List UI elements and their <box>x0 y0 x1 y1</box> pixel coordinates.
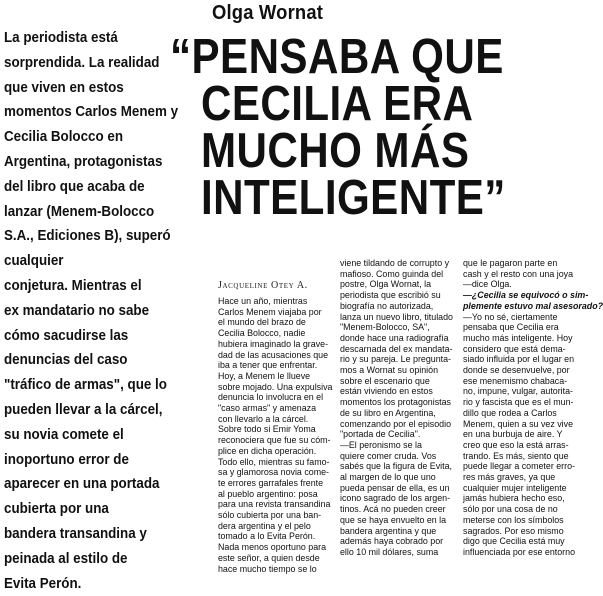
column-line: —El peronismo se la <box>340 439 422 450</box>
column-line: al margen de lo que uno <box>340 472 436 483</box>
intro-line: cómo sacudirse las <box>4 327 129 344</box>
column-line: este señor, a quien desde <box>218 552 320 563</box>
column-line: icono sagrado de los argen- <box>340 493 451 504</box>
headline-line: INTELIGENTE” <box>200 171 506 225</box>
column-line: Hace un año, mientras <box>218 296 308 306</box>
column-line: pueda pensar de ella, es un <box>340 482 450 493</box>
intro-line: Cecilia Bolocco en <box>4 129 124 146</box>
intro-line: denuncias del caso <box>4 352 128 369</box>
column-line: momentos los protagonistas <box>340 397 451 408</box>
column-line: Cecilia Bolocco, nadie <box>218 328 306 339</box>
column-line: mucho más inteligente. Hoy <box>463 332 573 343</box>
intro-line: momentos Carlos Menem y <box>4 104 179 121</box>
column-line: creo que eso la está arras- <box>463 439 569 450</box>
column-line: lanza un nuevo libro, titulado <box>340 311 453 322</box>
column-line: periodista que escribió su <box>340 290 441 301</box>
column-line: que le pagaron parte en <box>463 258 558 268</box>
article-column-2 <box>340 258 453 558</box>
intro-line: Evita Perón. <box>4 575 82 592</box>
column-line: además haya cobrado por <box>340 536 444 547</box>
intro-line: que viven en estos <box>4 79 124 96</box>
headline-line: MUCHO MÁS <box>200 124 470 178</box>
column-line: de su libro en Argentina, <box>340 407 436 418</box>
column-line: cualquier mujer inteligente <box>463 482 567 493</box>
intro-line: inoportuno error de <box>4 451 129 468</box>
column-line: cash y el resto con una joya <box>463 268 574 279</box>
intro-line: peinada al estilo de <box>4 550 128 567</box>
column-line: plice en dicha operación. <box>218 445 317 456</box>
column-line: no, impune, vulgar, autorita- <box>463 386 574 397</box>
column-line: puede llegar a cometer erro- <box>463 461 575 472</box>
headline-line: “PENSABA QUE <box>170 30 504 84</box>
column-line: con llevarlo a la cárcel. <box>218 413 309 424</box>
column-line: hubiera imaginado la grave- <box>218 338 329 349</box>
column-line: viene tildando de corrupto y <box>340 258 450 268</box>
column-line: mos a Wornat su opinión <box>340 365 439 376</box>
kicker-author-name: Olga Wornat <box>212 2 324 24</box>
column-line: jamás hubiera hecho eso, <box>463 493 565 504</box>
intro-line: pueden llevar a la cárcel, <box>4 401 163 418</box>
headline-line: CECILIA ERA <box>200 77 474 131</box>
column-line: en una burbuja de aire. Y <box>463 429 563 440</box>
column-line: digo que Cecilia está muy <box>463 536 565 547</box>
intro-line: bandera transandina y <box>4 525 147 542</box>
column-line: considero que está dema- <box>463 343 566 354</box>
intro-line: su novia comete el <box>4 426 124 443</box>
column-line: al pueblo argentino: posa <box>218 488 318 499</box>
column-line: rio y su pareja. Le pregunta- <box>340 354 452 365</box>
intro-line: del libro que acaba de <box>4 178 145 195</box>
column-line: reconociera que fue su cóm- <box>218 435 331 446</box>
column-line: mafioso. Como guinda del <box>340 268 444 279</box>
intro-line: cualquier <box>4 253 64 270</box>
column-line: denuncia lo involucra en el <box>218 392 324 403</box>
column-line: ese menemismo chabaca- <box>463 375 568 386</box>
column-line: Nada menos oportuno para <box>218 542 327 553</box>
column-line: donde hace una radiografía <box>340 332 449 343</box>
column-line: te errores garrafales frente <box>218 477 324 488</box>
column-line: Todo ello, mientras su famo- <box>218 456 330 467</box>
article-column-1 <box>218 296 333 574</box>
column-line: dad de las acusaciones que <box>218 349 329 360</box>
column-line: sobre mojado. Una expulsiva <box>218 381 333 392</box>
column-line: descarnada del ex mandata- <box>340 343 453 354</box>
column-line: meterse con los símbolos <box>463 514 564 525</box>
column-line: comenzando por el episodio <box>340 418 452 429</box>
column-line: tinos. Acá no pueden creer <box>340 504 446 515</box>
column-line: Menem, quien a su vez vive <box>463 418 574 429</box>
column-line: siado influida por el lugar en <box>463 354 575 365</box>
column-line: sobre el escenario que <box>340 375 430 386</box>
column-line: quiere comer cruda. Vos <box>340 450 437 461</box>
column-line: trando. Es más, siento que <box>463 450 569 461</box>
column-line: bandera argentina y que <box>340 525 437 536</box>
intro-summary <box>4 26 183 596</box>
column-line: que se haya envuelto en la <box>340 514 447 525</box>
column-line: plemente estuvo mal asesorado? <box>463 300 603 311</box>
column-line: biografía no autorizada, <box>340 300 434 311</box>
column-line: pensaba que Cecilia era <box>463 322 559 333</box>
intro-line: sorprendida. La realidad <box>4 54 160 71</box>
column-line: dera argentina y el pelo <box>218 520 311 531</box>
column-line: Carlos Menem viajaba por <box>218 306 322 317</box>
intro-line: cubierta por una <box>4 501 109 518</box>
column-line: para una revista transandina <box>218 499 331 510</box>
intro-line: lanzar (Menem-Bolocco <box>4 203 155 220</box>
column-line: "caso armas" y amenaza <box>218 403 317 414</box>
intro-line: ex mandatario no sabe <box>4 302 150 319</box>
column-line: influenciada por ese entorno <box>463 546 576 557</box>
intro-line: "tráfico de armas", que lo <box>4 377 167 394</box>
column-line: donde se desenvuelve, por <box>463 365 570 376</box>
column-line: postre, Olga Wornat, la <box>340 279 432 290</box>
column-line: dillo que rodea a Carlos <box>463 407 557 418</box>
byline: Jacqueline Otey A. <box>218 280 308 291</box>
column-line: iba a tener que enfrentar. <box>218 360 318 371</box>
column-line: Hoy, a Menem le llueve <box>218 370 311 381</box>
intro-line: aparecer en una portada <box>4 476 160 493</box>
column-line: sabés que la figura de Evita, <box>340 461 452 472</box>
column-line: res más graves, ya que <box>463 472 556 483</box>
column-line: —Yo no sé, ciertamente <box>463 311 558 322</box>
column-line: Sobre todo si Emir Yoma <box>218 424 316 435</box>
intro-line: Argentina, protagonistas <box>4 153 163 170</box>
column-line: sa y glamorosa novia come- <box>218 467 329 478</box>
column-line: —¿Cecilia se equivocó o sim- <box>463 290 589 301</box>
intro-line: La periodista está <box>4 30 118 46</box>
column-line: "portada de Cecilia". <box>340 429 421 440</box>
column-line: hace mucho tiempo se lo <box>218 563 317 574</box>
column-line: ello 10 mil dólares, suma <box>340 546 439 557</box>
column-line: sólo por una cosa de no <box>463 504 558 515</box>
column-line: están viviendo en estos <box>340 386 433 397</box>
column-line: "Menem-Bolocco, SA", <box>340 322 430 333</box>
headline <box>170 30 540 225</box>
column-line: tomado a lo Evita Perón. <box>218 531 316 542</box>
article-column-3 <box>463 258 603 558</box>
intro-line: conjetura. Mientras el <box>4 277 142 294</box>
column-line: rio y fascista que es el mun- <box>463 397 574 408</box>
column-line: —dice Olga. <box>463 279 512 290</box>
column-line: sólo cubierta por una ban- <box>218 510 322 521</box>
column-line: sagrados. Por eso mismo <box>463 525 564 536</box>
intro-line: S.A., Ediciones B), superó <box>4 228 171 245</box>
column-line: el mundo del brazo de <box>218 317 306 328</box>
